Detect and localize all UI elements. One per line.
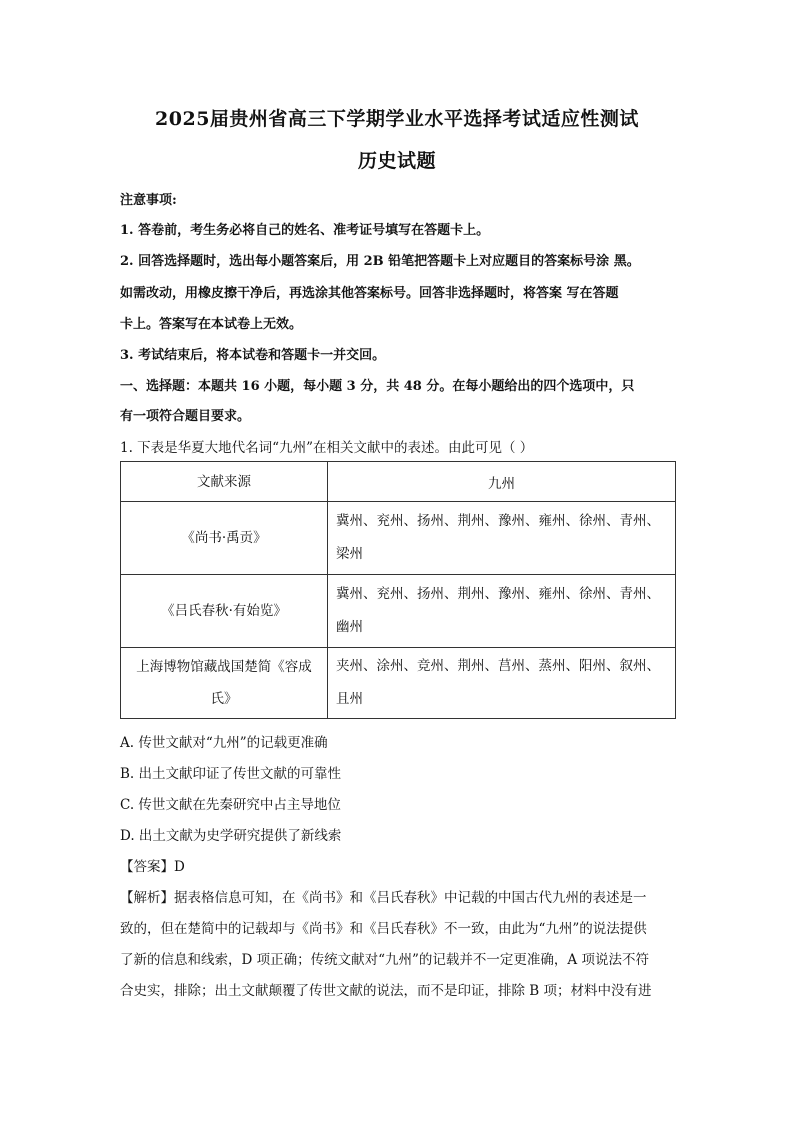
- cell-line: 上海博物馆藏战国楚简《容成: [136, 659, 312, 675]
- cell-line: 幽州: [336, 619, 363, 635]
- section-heading-line-1: 一、选择题：本题共 16 小题，每小题 3 分，共 48 分。在每小题给出的四个选项中，只: [120, 379, 635, 394]
- table-cell-jiuzhou: [328, 502, 676, 575]
- section-heading-line-2: 有一项符合题目要求。: [120, 409, 251, 424]
- option-a: A. 传世文献对“九州”的记载更准确: [120, 735, 328, 751]
- notice-item-2-line-3: 卡上。答案写在本试卷上无效。: [120, 317, 303, 332]
- table-cell-source: 《尚书·禹贡》: [121, 502, 328, 575]
- table-header-source: 文献来源: [121, 462, 328, 502]
- analysis-line-2: 致的，但在楚简中的记载却与《尚书》和《吕氏春秋》不一致，由此为“九州”的说法提供: [120, 921, 647, 937]
- table-cell-jiuzhou: [328, 648, 676, 719]
- cell-line: 夹州、涂州、竞州、荆州、莒州、蒸州、阳州、叙州、: [336, 658, 660, 674]
- table-row: [121, 648, 676, 719]
- answer-line: 【答案】D: [120, 859, 185, 875]
- cell-line: 冀州、兖州、扬州、荆州、豫州、雍州、徐州、青州、: [336, 586, 660, 602]
- exam-title: 2025届贵州省高三下学期学业水平选择考试适应性测试: [155, 108, 639, 130]
- table-header-jiuzhou: 九州: [328, 462, 676, 502]
- notice-item-2-line-2: 如需改动，用橡皮擦干净后，再选涂其他答案标号。回答非选择题时，将答案 写在答题: [120, 286, 619, 301]
- cell-line: 冀州、兖州、扬州、荆州、豫州、雍州、徐州、青州、: [336, 513, 660, 529]
- cell-line: 且州: [336, 691, 363, 707]
- source-table: [120, 461, 676, 719]
- cell-line: 梁州: [336, 546, 363, 562]
- table-cell-source: 《吕氏春秋·有始览》: [121, 575, 328, 648]
- notice-heading: 注意事项:: [120, 193, 177, 208]
- analysis-line-1: 【解析】据表格信息可知，在《尚书》和《吕氏春秋》中记载的中国古代九州的表述是一: [120, 890, 647, 906]
- table-cell-source: [121, 648, 328, 719]
- exam-subtitle: 历史试题: [357, 150, 436, 172]
- notice-item-3: 3. 考试结束后，将本试卷和答题卡一并交回。: [120, 348, 386, 363]
- option-c: C. 传世文献在先秦研究中占主导地位: [120, 797, 341, 813]
- cell-line: 氏》: [210, 691, 238, 707]
- table-cell-jiuzhou: [328, 575, 676, 648]
- question-stem: 1. 下表是华夏大地代名词“九州”在相关文献中的表述。由此可见（ ）: [120, 440, 534, 456]
- table-row: [121, 575, 676, 648]
- analysis-line-4: 合史实，排除；出土文献颠覆了传世文献的说法，而不是印证，排除 B 项；材料中没有进: [120, 983, 652, 999]
- option-b: B. 出土文献印证了传世文献的可靠性: [120, 766, 342, 782]
- option-d: D. 出土文献为史学研究提供了新线索: [120, 828, 342, 844]
- notice-item-2-line-1: 2. 回答选择题时，选出每小题答案后，用 2B 铅笔把答题卡上对应题目的答案标号涂 黑。: [120, 254, 640, 269]
- table-row: [121, 502, 676, 575]
- analysis-line-3: 了新的信息和线索，D 项正确；传统文献对“九州”的记载并不一定更准确，A 项说法不符: [120, 952, 649, 968]
- notice-item-1: 1. 答卷前，考生务必将自己的姓名、准考证号填写在答题卡上。: [120, 223, 490, 238]
- table-header-row: [121, 462, 676, 502]
